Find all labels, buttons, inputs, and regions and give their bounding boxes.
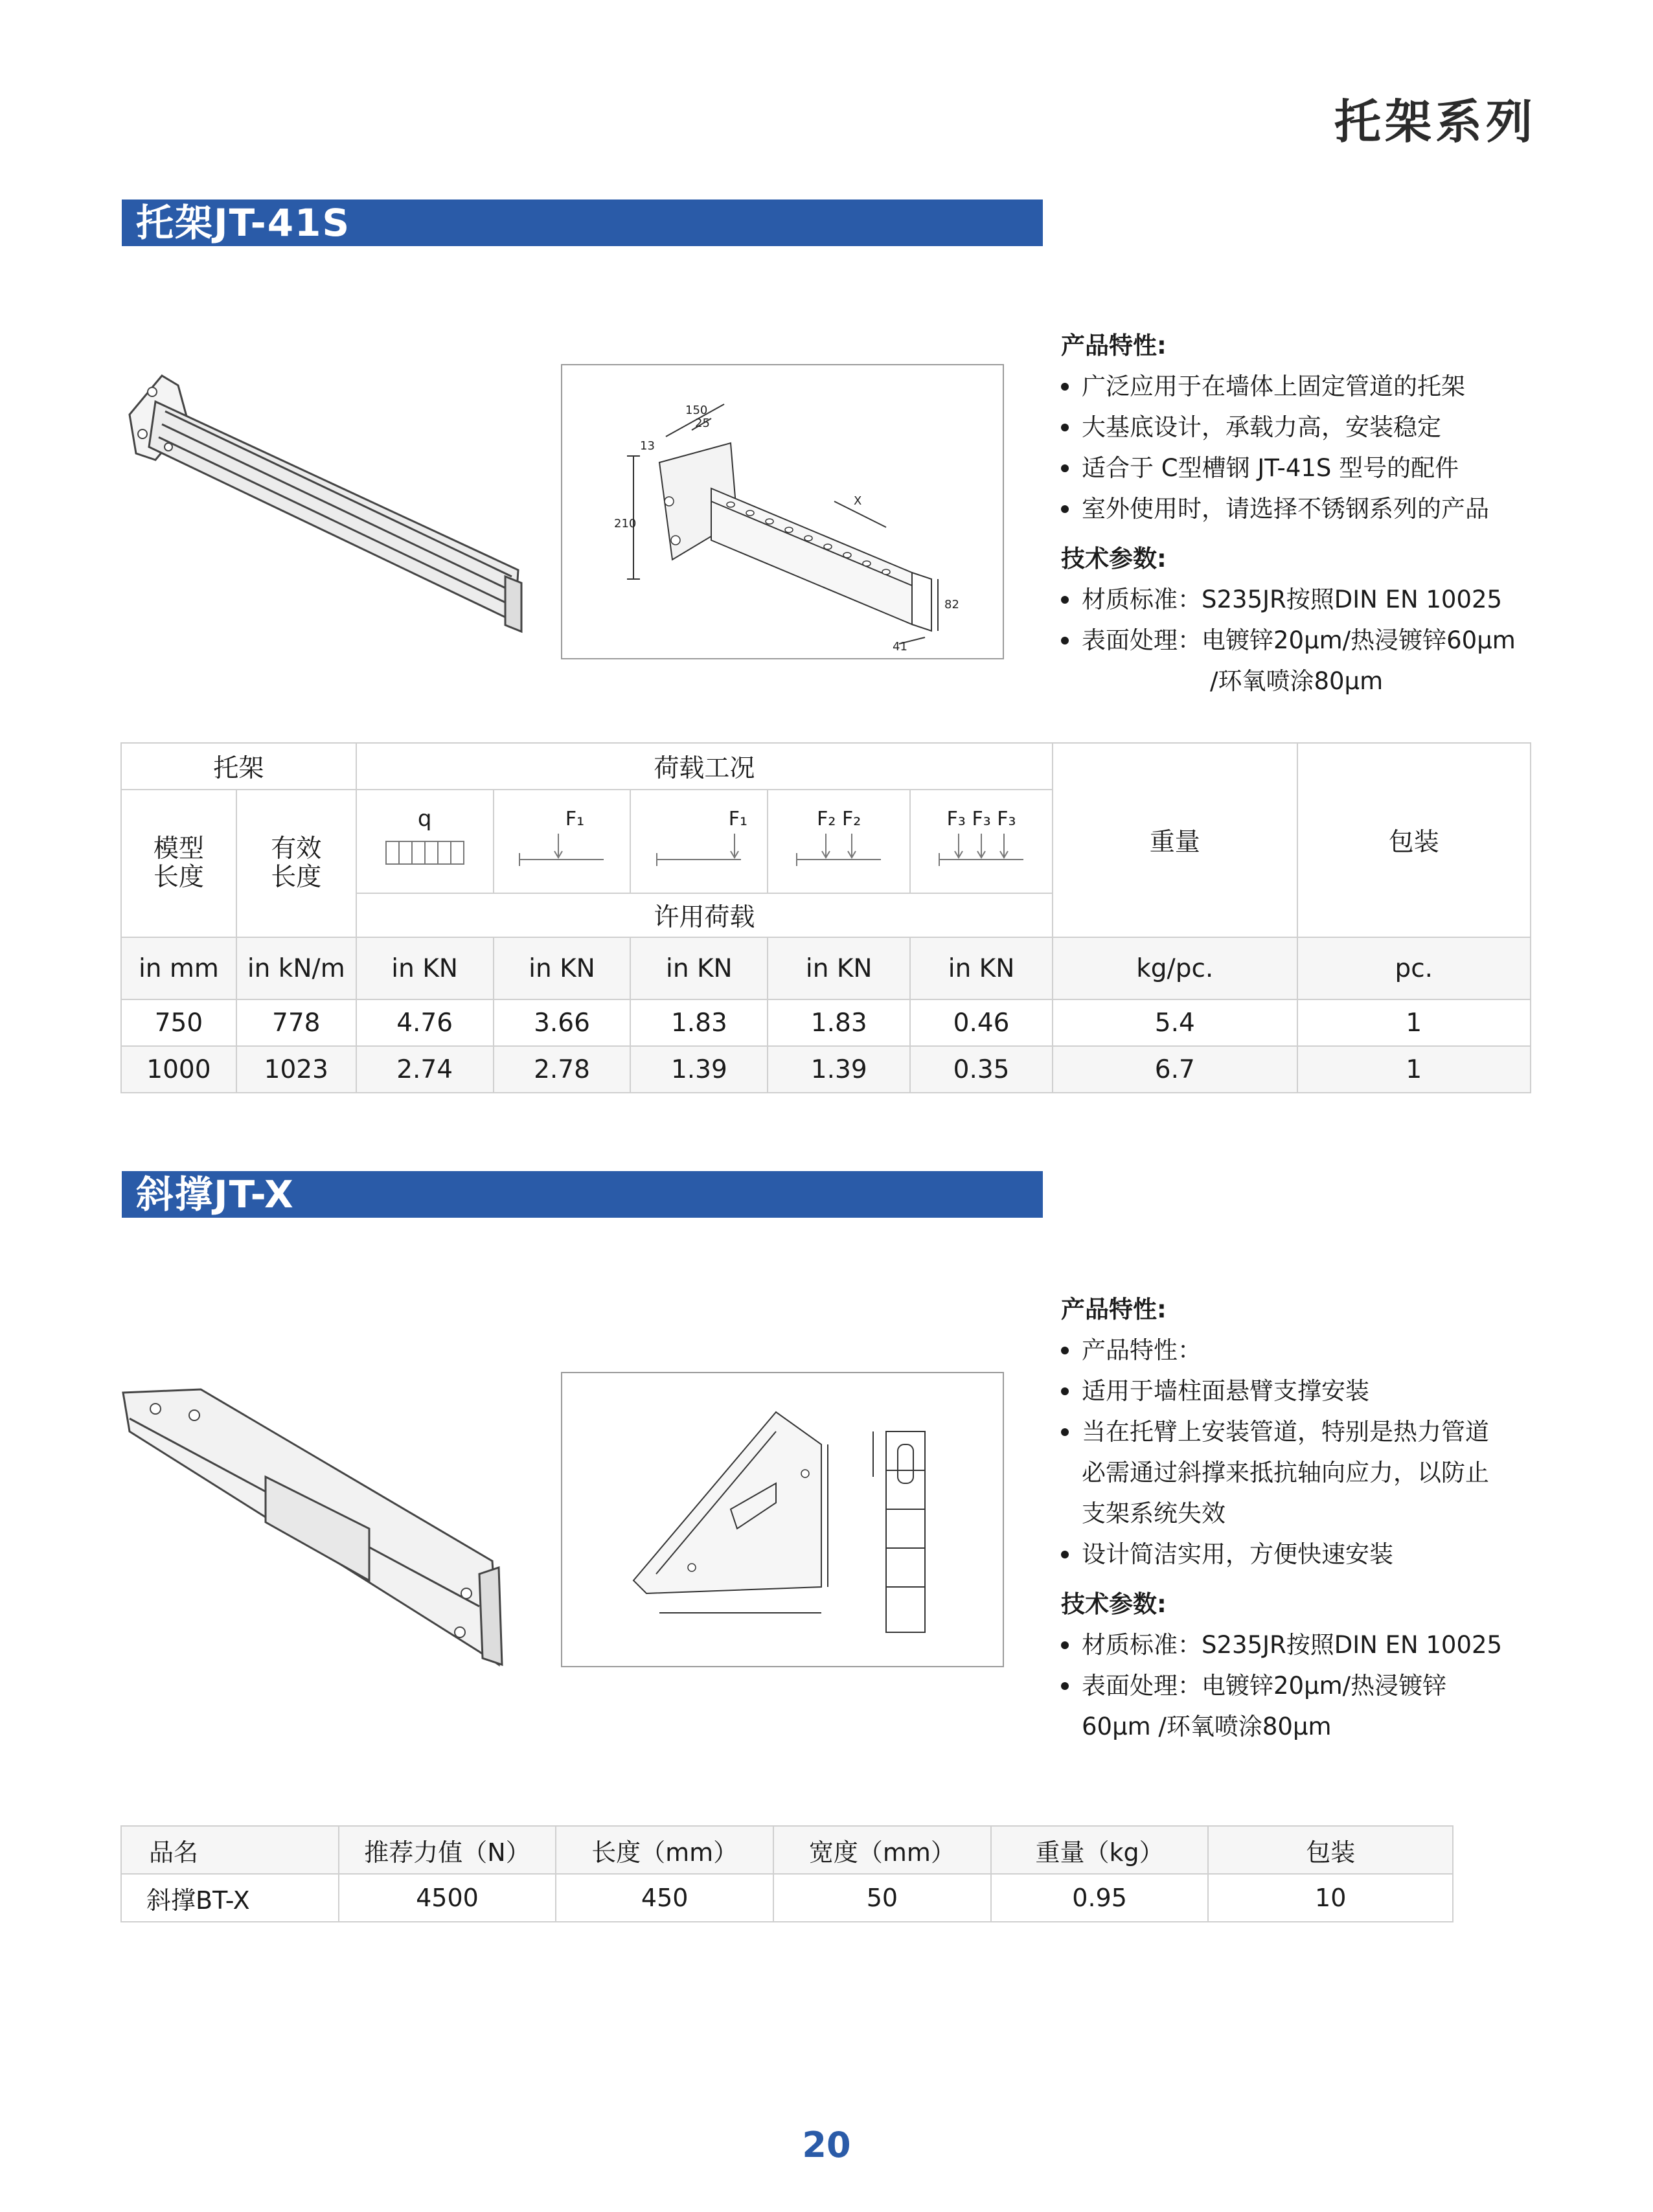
table-cell: 778 [236, 999, 356, 1046]
unit-cell: in KN [630, 937, 768, 999]
load-diagram-q: q [356, 790, 494, 893]
table-row [121, 1874, 1453, 1922]
dim-82: 82 [944, 598, 959, 611]
tech-heading: 技术参数: [1061, 1590, 1167, 1618]
table-cell: 1.39 [768, 1046, 910, 1093]
section-title-brace: 斜撑JT-X [122, 1171, 1043, 1218]
table-header: 包装 [1208, 1826, 1453, 1874]
header-bracket: 托架 [121, 743, 356, 790]
tech-item: /环氧喷涂80μm [1210, 667, 1384, 695]
tech-item: 表面处理：电镀锌20μm/热浸镀锌 [1061, 1665, 1553, 1706]
unit-cell: in KN [356, 937, 494, 999]
table-cell: 4.76 [356, 999, 494, 1046]
table-cell: 3.66 [494, 999, 631, 1046]
bracket-specs [1061, 325, 1553, 701]
feature-item: 室外使用时，请选择不锈钢系列的产品 [1061, 488, 1553, 529]
table-row [121, 1046, 1531, 1093]
table-cell: 4500 [339, 1874, 556, 1922]
section-title-bracket: 托架JT-41S [122, 200, 1043, 246]
header-pack: 包装 [1297, 743, 1531, 937]
dim-25: 25 [695, 416, 710, 430]
brace-specs [1061, 1289, 1553, 1747]
unit-cell: in KN [768, 937, 910, 999]
unit-cell: in KN [910, 937, 1053, 999]
table-header: 推荐力值（N） [339, 1826, 556, 1874]
tech-heading: 技术参数: [1061, 545, 1167, 573]
table-cell: 2.74 [356, 1046, 494, 1093]
table-header: 重量（kg） [991, 1826, 1209, 1874]
table-cell: 6.7 [1053, 1046, 1297, 1093]
dim-41: 41 [893, 640, 907, 654]
table-cell: 1023 [236, 1046, 356, 1093]
table-cell: 50 [773, 1874, 991, 1922]
bracket-product-image [117, 363, 531, 648]
table-cell: 斜撑BT-X [121, 1874, 339, 1922]
table-cell: 450 [556, 1874, 773, 1922]
tech-item: 材质标准：S235JR按照DIN EN 10025 [1061, 1625, 1553, 1665]
feature-item: 设计简洁实用，方便快速安装 [1061, 1534, 1553, 1575]
table-cell: 1.39 [630, 1046, 768, 1093]
feature-item: 广泛应用于在墙体上固定管道的托架 [1061, 366, 1553, 407]
feature-item: 大基底设计，承载力高，安装稳定 [1061, 407, 1553, 448]
unit-cell: pc. [1297, 937, 1531, 999]
dim-x: X [854, 494, 862, 508]
header-allowable-load: 许用荷载 [356, 893, 1053, 937]
page-number: 20 [802, 2125, 851, 2165]
load-diagram-f1-tip: F₁ [630, 790, 768, 893]
header-model-length: 模型 长度 [121, 790, 236, 937]
table-cell: 0.95 [991, 1874, 1209, 1922]
load-diagram-f2: F₂ F₂ [768, 790, 910, 893]
table-cell: 1 [1297, 1046, 1531, 1093]
feature-item: 当在托臂上安装管道，特别是热力管道 [1061, 1411, 1553, 1452]
table-header: 品名 [121, 1826, 339, 1874]
table-cell: 0.35 [910, 1046, 1053, 1093]
feature-item: 适用于墙柱面悬臂支撑安装 [1061, 1371, 1553, 1411]
unit-cell: in kN/m [236, 937, 356, 999]
feature-item: 必需通过斜撑来抵抗轴向应力，以防止 [1082, 1459, 1489, 1487]
feature-item: 适合于 C型槽钢 JT-41S 型号的配件 [1061, 448, 1553, 488]
table-row [121, 999, 1531, 1046]
table-cell: 2.78 [494, 1046, 631, 1093]
table-cell: 0.46 [910, 999, 1053, 1046]
bracket-load-table [120, 742, 1531, 1093]
header-weight: 重量 [1053, 743, 1297, 937]
features-heading: 产品特性: [1061, 1295, 1167, 1323]
dim-150: 150 [685, 404, 708, 417]
brace-spec-table [120, 1825, 1454, 1922]
unit-cell: in KN [494, 937, 631, 999]
dim-210: 210 [614, 517, 637, 530]
feature-item: 支架系统失效 [1082, 1499, 1226, 1527]
feature-item: 产品特性： [1061, 1330, 1553, 1371]
header-load-case: 荷载工况 [356, 743, 1053, 790]
brace-dimension-drawing [561, 1372, 1004, 1667]
features-heading: 产品特性: [1061, 332, 1167, 359]
tech-item: 60μm /环氧喷涂80μm [1082, 1713, 1332, 1740]
table-header: 宽度（mm） [773, 1826, 991, 1874]
table-cell: 1.83 [630, 999, 768, 1046]
dim-13: 13 [640, 439, 655, 453]
table-header: 长度（mm） [556, 1826, 773, 1874]
brace-product-image [117, 1380, 518, 1678]
tech-item: 材质标准：S235JR按照DIN EN 10025 [1061, 579, 1553, 620]
table-cell: 10 [1208, 1874, 1453, 1922]
page-title: 托架系列 [1334, 95, 1536, 149]
table-cell: 1.83 [768, 999, 910, 1046]
header-effective-length: 有效 长度 [236, 790, 356, 937]
table-cell: 1000 [121, 1046, 236, 1093]
unit-cell: kg/pc. [1053, 937, 1297, 999]
table-cell: 5.4 [1053, 999, 1297, 1046]
unit-cell: in mm [121, 937, 236, 999]
bracket-dimension-drawing [561, 364, 1004, 659]
load-diagram-f1-end: F₁ [494, 790, 631, 893]
table-cell: 750 [121, 999, 236, 1046]
load-diagram-f3: F₃ F₃ F₃ [910, 790, 1053, 893]
table-cell: 1 [1297, 999, 1531, 1046]
tech-item: 表面处理：电镀锌20μm/热浸镀锌60μm [1061, 620, 1553, 661]
